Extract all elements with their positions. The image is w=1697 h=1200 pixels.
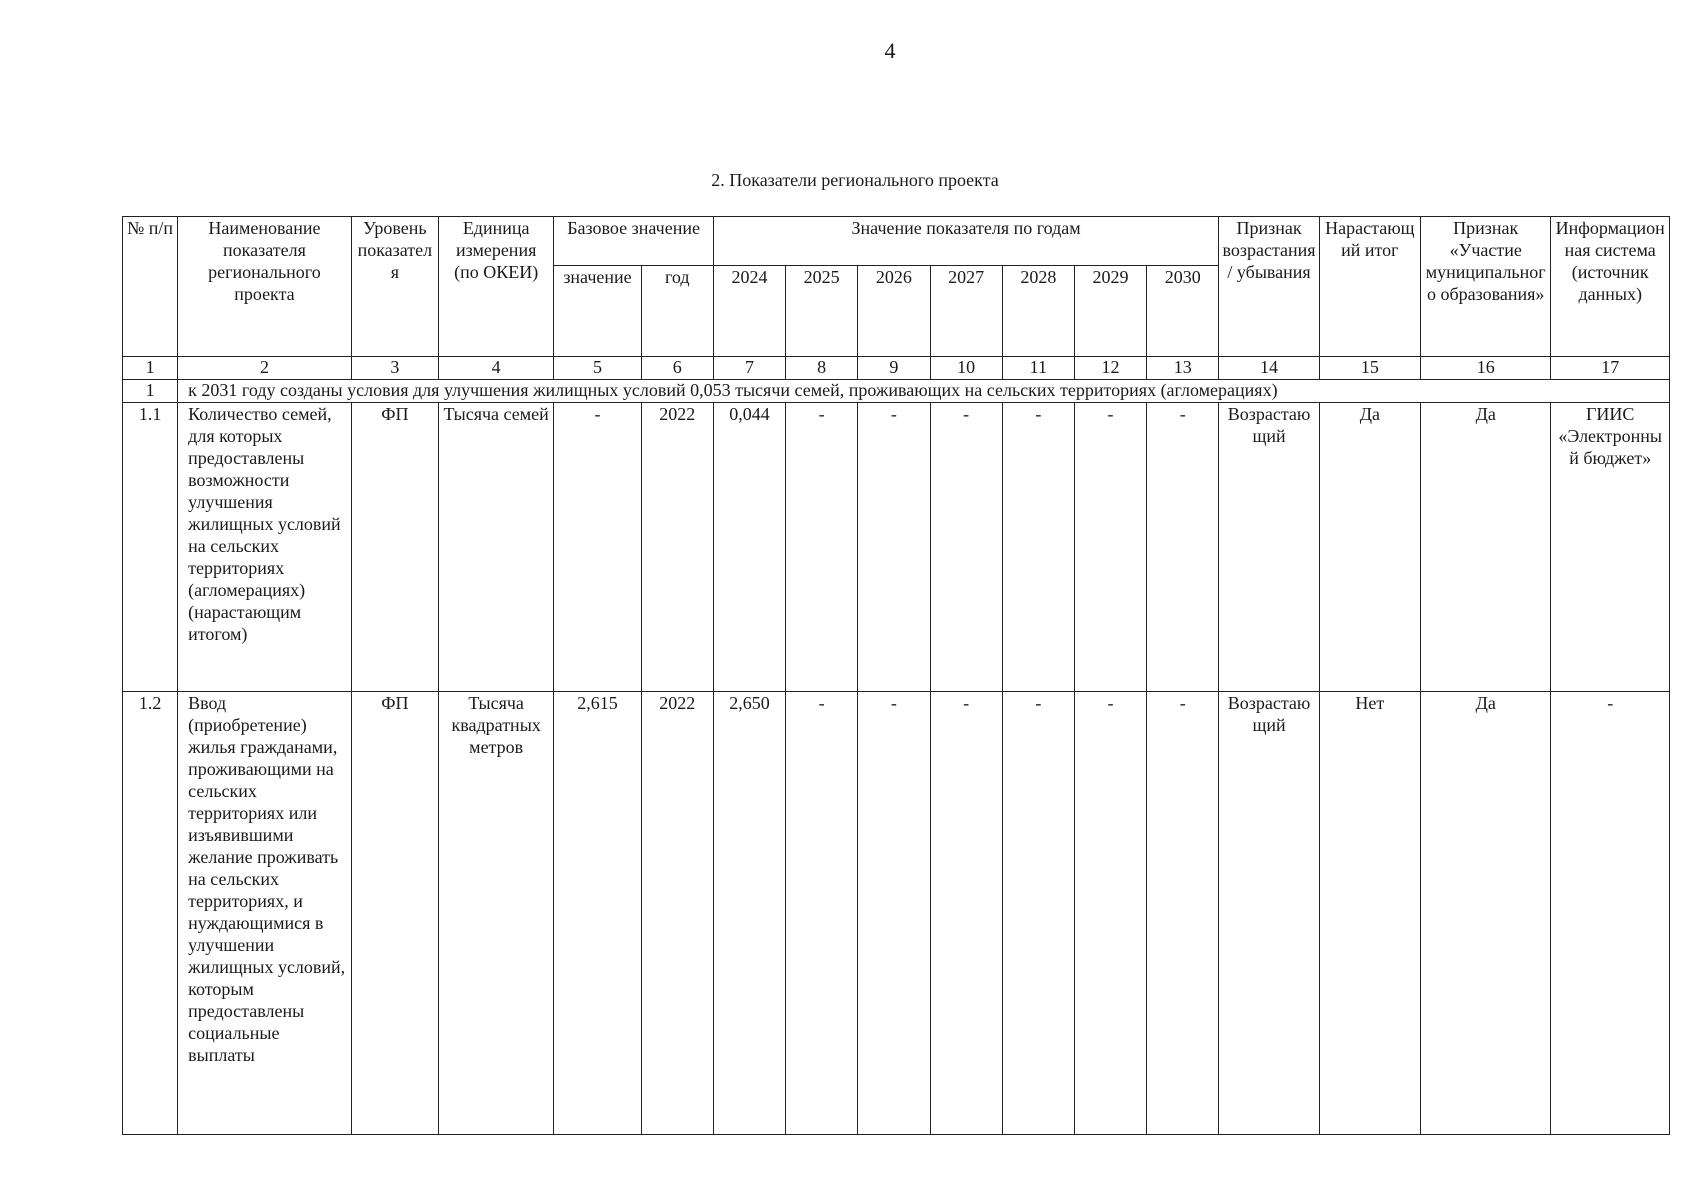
row-value-2030: - xyxy=(1147,692,1219,1135)
header-cumulative: Нарастающий итог xyxy=(1319,217,1420,357)
row-base-value: - xyxy=(554,403,641,692)
row-base-year: 2022 xyxy=(641,403,713,692)
indicators-table xyxy=(122,216,1670,1135)
header-num: № п/п xyxy=(123,217,178,357)
row-source: ГИИС «Электронный бюджет» xyxy=(1551,403,1670,692)
row-value-2027: - xyxy=(930,403,1002,692)
row-value-2025: - xyxy=(786,692,858,1135)
row-value-2029: - xyxy=(1074,692,1146,1135)
section-title: 2. Показатели регионального проекта xyxy=(711,170,999,190)
row-cumulative: Нет xyxy=(1319,692,1420,1135)
row-growth: Возрастающий xyxy=(1219,692,1319,1135)
column-number: 17 xyxy=(1551,357,1670,380)
header-year-2028: 2028 xyxy=(1002,266,1074,357)
row-name: Количество семей, для которых предоставлены возможности улучшения жилищных условий на сельских территориях (агломерациях) (нарастающим итогом) xyxy=(178,403,352,692)
header-growth: Признак возрастания / убывания xyxy=(1219,217,1319,357)
header-year-2029: 2029 xyxy=(1074,266,1146,357)
column-number: 16 xyxy=(1421,357,1551,380)
row-value-2028: - xyxy=(1002,403,1074,692)
row-municipal: Да xyxy=(1421,692,1551,1135)
header-name: Наименование показателя регионального проекта xyxy=(178,217,352,357)
row-growth: Возрастающий xyxy=(1219,403,1319,692)
row-value-2024: 2,650 xyxy=(713,692,785,1135)
row-unit: Тысяча квадратных метров xyxy=(438,692,553,1135)
row-value-2025: - xyxy=(786,403,858,692)
row-value-2026: - xyxy=(858,692,930,1135)
page-number: 4 xyxy=(884,38,896,63)
row-base-value: 2,615 xyxy=(554,692,641,1135)
header-base-value: значение xyxy=(554,266,641,357)
column-number: 11 xyxy=(1002,357,1074,380)
row-num: 1.2 xyxy=(123,692,178,1135)
row-level: ФП xyxy=(351,403,438,692)
header-year-2024: 2024 xyxy=(713,266,785,357)
goal-row xyxy=(123,380,1670,403)
row-value-2030: - xyxy=(1147,403,1219,692)
header-row-1 xyxy=(123,217,1670,266)
row-municipal: Да xyxy=(1421,403,1551,692)
header-level: Уровень показателя xyxy=(351,217,438,357)
column-number: 2 xyxy=(178,357,352,380)
column-number: 1 xyxy=(123,357,178,380)
row-name: Ввод (приобретение) жилья гражданами, проживающими на сельских территориях или изъявившими желание проживать на сельских территориях, и нуждающимися в улучшении жилищных условий, которым предоставлены социальные выплаты xyxy=(178,692,352,1135)
row-num: 1.1 xyxy=(123,403,178,692)
column-number: 12 xyxy=(1074,357,1146,380)
header-year-2030: 2030 xyxy=(1147,266,1219,357)
row-value-2028: - xyxy=(1002,692,1074,1135)
row-value-2026: - xyxy=(858,403,930,692)
column-numbers-row xyxy=(123,357,1670,380)
column-number: 13 xyxy=(1147,357,1219,380)
header-base-year: год xyxy=(641,266,713,357)
column-number: 14 xyxy=(1219,357,1319,380)
column-number: 15 xyxy=(1319,357,1420,380)
column-number: 10 xyxy=(930,357,1002,380)
row-value-2027: - xyxy=(930,692,1002,1135)
row-value-2029: - xyxy=(1074,403,1146,692)
header-year-2026: 2026 xyxy=(858,266,930,357)
column-number: 3 xyxy=(351,357,438,380)
row-value-2024: 0,044 xyxy=(713,403,785,692)
goal-text: к 2031 году созданы условия для улучшения жилищных условий 0,053 тысячи семей, проживающих на сельских территориях (агломерациях) xyxy=(178,380,1670,403)
table-row xyxy=(123,692,1670,1135)
column-number: 6 xyxy=(641,357,713,380)
header-base: Базовое значение xyxy=(554,217,714,266)
column-number: 5 xyxy=(554,357,641,380)
header-municipal: Признак «Участие муниципального образования» xyxy=(1421,217,1551,357)
header-source: Информационная система (источник данных) xyxy=(1551,217,1670,357)
row-source: - xyxy=(1551,692,1670,1135)
header-unit: Единица измерения (по ОКЕИ) xyxy=(438,217,553,357)
column-number: 4 xyxy=(438,357,553,380)
row-unit: Тысяча семей xyxy=(438,403,553,692)
header-year-2027: 2027 xyxy=(930,266,1002,357)
column-number: 7 xyxy=(713,357,785,380)
row-cumulative: Да xyxy=(1319,403,1420,692)
header-year-2025: 2025 xyxy=(786,266,858,357)
column-number: 8 xyxy=(786,357,858,380)
column-number: 9 xyxy=(858,357,930,380)
header-years: Значение показателя по годам xyxy=(713,217,1219,266)
row-base-year: 2022 xyxy=(641,692,713,1135)
table-row xyxy=(123,403,1670,692)
goal-num: 1 xyxy=(123,380,178,403)
row-level: ФП xyxy=(351,692,438,1135)
